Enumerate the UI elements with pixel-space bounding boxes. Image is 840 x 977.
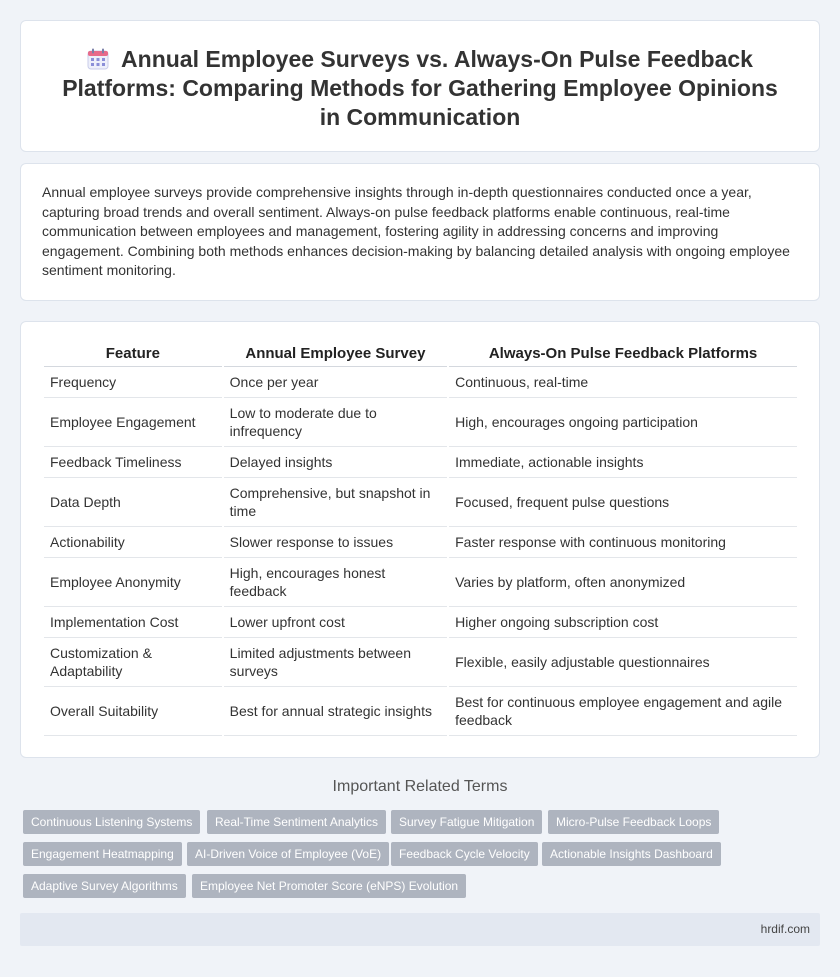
table-row <box>44 607 797 638</box>
table-cell-pulse: Higher ongoing subscription cost <box>449 607 797 638</box>
related-term-tag[interactable]: Survey Fatigue Mitigation <box>391 810 542 834</box>
intro-card <box>20 163 820 301</box>
table-row <box>44 447 797 478</box>
table-cell-feature: Feedback Timeliness <box>44 447 222 478</box>
table-cell-pulse: Focused, frequent pulse questions <box>449 478 797 527</box>
comparison-table <box>42 342 799 736</box>
table-cell-annual: High, encourages honest feedback <box>224 558 447 607</box>
title-card <box>20 20 820 152</box>
related-term-tag[interactable]: Engagement Heatmapping <box>23 842 182 866</box>
table-cell-annual: Best for annual strategic insights <box>224 687 447 736</box>
page-title-text: Annual Employee Surveys vs. Always-On Pulse Feedback Platforms: Comparing Methods for Gathering Employee Opinions in Communication <box>62 46 778 130</box>
table-cell-feature: Actionability <box>44 527 222 558</box>
table-cell-annual: Limited adjustments between surveys <box>224 638 447 687</box>
table-row <box>44 367 797 398</box>
table-cell-feature: Overall Suitability <box>44 687 222 736</box>
table-cell-feature: Data Depth <box>44 478 222 527</box>
table-cell-annual: Comprehensive, but snapshot in time <box>224 478 447 527</box>
related-term-tag[interactable]: Micro-Pulse Feedback Loops <box>548 810 719 834</box>
footer-site-link[interactable]: hrdif.com <box>760 922 810 936</box>
table-row <box>44 687 797 736</box>
table-cell-pulse: Best for continuous employee engagement and agile feedback <box>449 687 797 736</box>
table-cell-annual: Slower response to issues <box>224 527 447 558</box>
footer <box>20 913 820 946</box>
related-terms-title: Important Related Terms <box>332 778 508 795</box>
table-cell-feature: Implementation Cost <box>44 607 222 638</box>
related-term-tag[interactable]: Real-Time Sentiment Analytics <box>207 810 386 834</box>
intro-paragraph: Annual employee surveys provide comprehensive insights through in-depth questionnaires conducted once a year, capturing broad trends and overall sentiment. Always-on pulse feedback platforms enable continuous, real-time communication between employees and management, fostering agility in addressing concerns and improving engagement. Combining both methods enhances decision-making by balancing detailed analysis with ongoing employee sentiment monitoring. <box>42 184 790 279</box>
table-cell-pulse: High, encourages ongoing participation <box>449 398 797 447</box>
related-term-tag[interactable]: Actionable Insights Dashboard <box>542 842 721 866</box>
table-cell-pulse: Flexible, easily adjustable questionnaires <box>449 638 797 687</box>
table-cell-pulse: Varies by platform, often anonymized <box>449 558 797 607</box>
related-term-tag[interactable]: Continuous Listening Systems <box>23 810 200 834</box>
table-row <box>44 638 797 687</box>
table-cell-pulse: Continuous, real-time <box>449 367 797 398</box>
table-cell-pulse: Immediate, actionable insights <box>449 447 797 478</box>
table-header-row <box>44 342 797 367</box>
table-cell-annual: Once per year <box>224 367 447 398</box>
table-cell-feature: Customization & Adaptability <box>44 638 222 687</box>
column-header: Always-On Pulse Feedback Platforms <box>449 342 797 367</box>
related-term-tag[interactable]: Feedback Cycle Velocity <box>391 842 538 866</box>
related-term-tag[interactable]: AI-Driven Voice of Employee (VoE) <box>187 842 389 866</box>
calendar-icon <box>87 48 109 70</box>
page-title <box>61 45 779 132</box>
column-header: Feature <box>44 342 222 367</box>
table-row <box>44 527 797 558</box>
related-term-tag[interactable]: Employee Net Promoter Score (eNPS) Evolution <box>192 874 466 898</box>
comparison-table-card <box>20 321 820 758</box>
table-row <box>44 478 797 527</box>
table-cell-feature: Employee Anonymity <box>44 558 222 607</box>
table-cell-annual: Lower upfront cost <box>224 607 447 638</box>
table-row <box>44 398 797 447</box>
table-cell-annual: Low to moderate due to infrequency <box>224 398 447 447</box>
table-cell-annual: Delayed insights <box>224 447 447 478</box>
table-cell-pulse: Faster response with continuous monitoring <box>449 527 797 558</box>
table-cell-feature: Employee Engagement <box>44 398 222 447</box>
related-term-tag[interactable]: Adaptive Survey Algorithms <box>23 874 186 898</box>
column-header: Annual Employee Survey <box>224 342 447 367</box>
table-cell-feature: Frequency <box>44 367 222 398</box>
table-row <box>44 558 797 607</box>
